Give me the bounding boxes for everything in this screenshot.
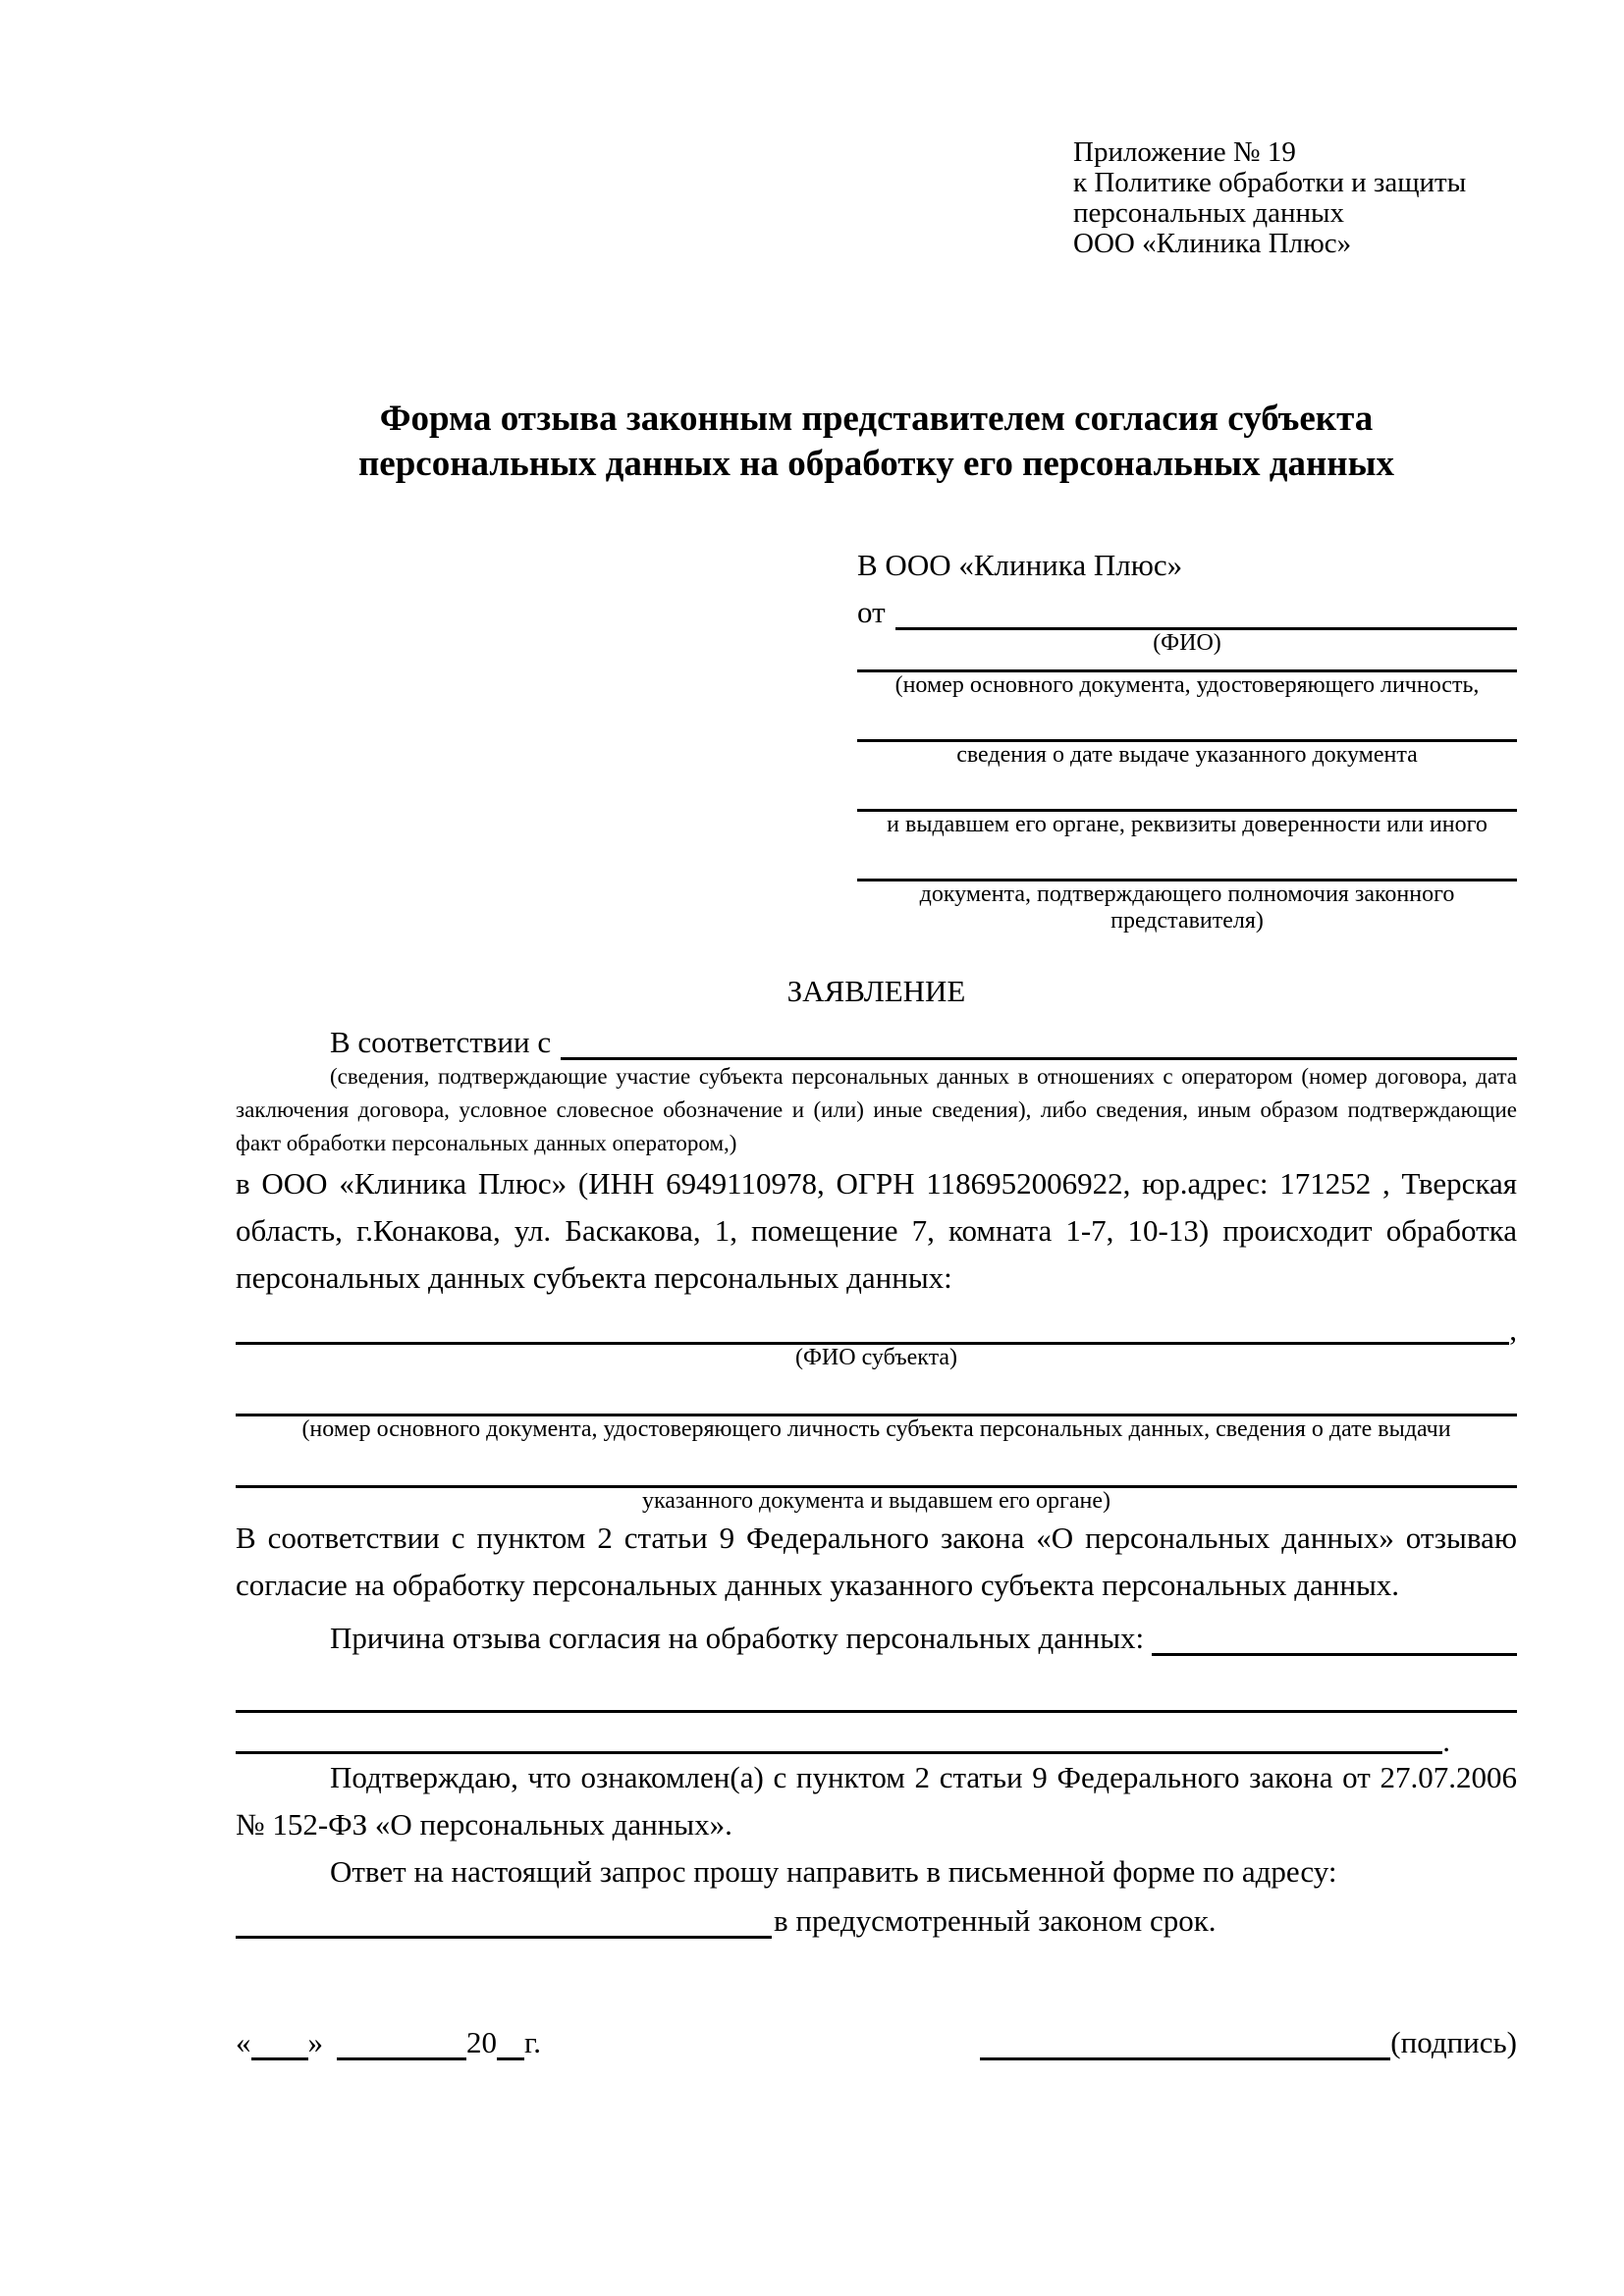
date-group: [236, 2025, 541, 2060]
date-year-suffix: г.: [524, 2025, 541, 2059]
appendix-line: Приложение № 19: [1073, 136, 1296, 168]
reason-row: [236, 1609, 1517, 1656]
subject-fio-caption: (ФИО субъекта): [794, 1345, 958, 1370]
reason-label: Причина отзыва согласия на обработку персональных данных:: [330, 1621, 1145, 1655]
subject-doc-caption-line1: (номер основного документа, удостоверяющего личность субъекта персональных данных, сведения о дате выдачи: [301, 1416, 1451, 1442]
document-content: [236, 137, 1517, 2060]
document-title-text: Форма отзыва законным представителем согласия субъекта персональных данных на обработку его персональных данных: [357, 399, 1394, 484]
footer-row: [236, 2025, 1517, 2060]
appendix-line: ООО «Клиника Плюс»: [1073, 228, 1352, 259]
subject-fio-blank-row: [236, 1302, 1517, 1345]
signature-group: [980, 2025, 1517, 2060]
doc-issue-date-blank-line: [857, 699, 1517, 742]
operator-paragraph: в ООО «Клиника Плюс» (ИНН 6949110978, ОГРН 1186952006922, юр.адрес: 171252 , Тверская область, г.Конакова, ул. Баскакова, 1, помещение 7, комната 1-7, 10-13) происходит обработка персональных данных субъекта персональных данных:: [236, 1166, 1517, 1295]
doc-authority-caption: документа, подтверждающего полномочия законного представителя): [919, 881, 1455, 934]
date-quote-open: «: [236, 2025, 251, 2059]
comma-after-blank: ,: [1509, 1312, 1517, 1347]
date-month-blank: [337, 2031, 466, 2060]
appendix-line: к Политике обработки и защиты: [1073, 167, 1467, 198]
subject-doc-caption-line2: указанного документа и выдавшем его органе): [641, 1488, 1111, 1514]
subject-doc-blank-line-2: [236, 1443, 1517, 1488]
reply-address-row: [236, 1896, 1517, 1939]
date-year-blank: [497, 2031, 524, 2060]
reason-blank-line: [1152, 1623, 1517, 1656]
reason-blank-row-3: [236, 1713, 1517, 1758]
signature-blank-line: [980, 2031, 1390, 2060]
reply-paragraph: Ответ на настоящий запрос прошу направить в письменной форме по адресу:: [330, 1854, 1337, 1889]
reason-blank-line-2: [236, 1656, 1517, 1713]
date-year-prefix: 20: [466, 2025, 497, 2059]
reason-blank-line-3: [236, 1721, 1442, 1754]
appendix-line: персональных данных: [1073, 197, 1345, 229]
reply-tail-text: в предусмотренный законом срок.: [774, 1903, 1217, 1938]
appendix-header: [1073, 137, 1517, 259]
date-quote-close: »: [307, 2025, 323, 2059]
addressee-block: [857, 546, 1517, 934]
signature-caption: (подпись): [1390, 2025, 1517, 2059]
subject-doc-blank-line: [236, 1371, 1517, 1416]
fio-caption: (ФИО): [1153, 630, 1221, 656]
period-after-blank: .: [1442, 1724, 1450, 1758]
addressee-from-label: от: [857, 595, 886, 629]
addressee-from-row: [857, 591, 1517, 630]
statement-heading: ЗАЯВЛЕНИЕ: [786, 974, 966, 1008]
date-day-blank: [251, 2031, 308, 2060]
in-accordance-row: [236, 1015, 1517, 1060]
doc-issuer-blank-line: [857, 769, 1517, 812]
in-accordance-blank-line: [561, 1027, 1517, 1060]
addressee-to: В ООО «Клиника Плюс»: [857, 548, 1183, 582]
reply-address-blank-line: [236, 1905, 772, 1939]
doc-number-blank-line: [857, 657, 1517, 672]
doc-issue-date-caption: сведения о дате выдаче указанного документа: [956, 742, 1418, 768]
withdrawal-paragraph: В соответствии с пунктом 2 статьи 9 Федерального закона «О персональных данных» отзываю согласие на обработку персональных данных указанного субъекта персональных данных.: [236, 1521, 1517, 1602]
doc-issuer-caption: и выдавшем его органе, реквизиты доверенности или иного: [887, 812, 1488, 837]
doc-number-caption: (номер основного документа, удостоверяющего личность,: [894, 672, 1480, 698]
fio-blank-line: [895, 597, 1517, 630]
in-accordance-label: В соответствии с: [330, 1025, 552, 1059]
fine-print-note: (сведения, подтверждающие участие субъекта персональных данных в отношениях с оператором (номер договора, дата заключения договора, условное словесное обозначение и (или) иные сведения), либо сведения, иным образом подтверждающие факт обработки персональных данных оператором,): [236, 1064, 1517, 1155]
doc-authority-blank-line: [857, 838, 1517, 881]
confirm-paragraph: Подтверждаю, что ознакомлен(а) с пунктом 2 статьи 9 Федерального закона от 27.07.2006 № 152-ФЗ «О персональных данных».: [236, 1760, 1517, 1842]
subject-fio-blank-line: [236, 1311, 1509, 1345]
document-title: [236, 397, 1517, 487]
